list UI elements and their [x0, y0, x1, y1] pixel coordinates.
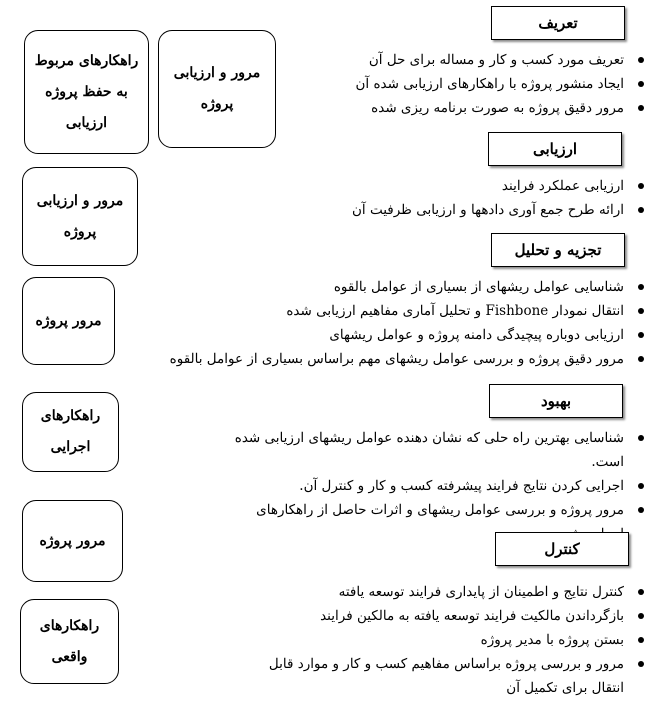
list-item: مرور پروژه و بررسی عوامل ریشهای و اثرات حاصل از راهکارهای: [214, 498, 624, 546]
phase-title-control: کنترل: [495, 532, 629, 566]
bullet-list-define: [356, 48, 625, 120]
list-item: بازگرداندن مالکیت فرایند توسعه یافته به مالکین فرایند: [254, 604, 624, 628]
side-box-review-1: مرور پروژه: [22, 277, 115, 365]
side-box-review-evaluate-1: مرور و ارزیابی پروژه: [158, 30, 276, 148]
list-item: انتقال نمودار Fishbone و تحلیل آماری مفاهیم ارزیابی شده: [170, 299, 624, 323]
list-item: ایجاد منشور پروژه با راهکارهای ارزیابی شده آن: [356, 72, 625, 96]
list-item: ارزیابی دوباره پیچیدگی دامنه پروژه و عوامل ریشهای: [170, 323, 624, 347]
phase-title-improve: بهبود: [489, 384, 623, 418]
list-item: مرور دقیق پروژه و بررسی عوامل ریشهای مهم براساس بسیاری از عوامل بالقوه: [170, 347, 624, 371]
list-item: بستن پروژه با مدیر پروژه: [254, 628, 624, 652]
side-box-real-solutions: راهکارهای واقعی: [20, 599, 119, 684]
list-item: اجرایی کردن نتایج فرایند پیشرفته کسب و کار و کنترل آن.: [214, 474, 624, 498]
list-item: شناسایی عوامل ریشهای از بسیاری از عوامل بالقوه: [170, 275, 624, 299]
side-box-review-2: مرور پروژه: [22, 500, 123, 582]
bullet-list-measure: [352, 174, 624, 222]
phase-title-analyze: تجزیه و تحلیل: [491, 233, 625, 267]
list-item: ارائه طرح جمع آوری دادهها و ارزیابی ظرفیت آن: [352, 198, 624, 222]
side-box-sustain-solutions: راهکارهای مربوط به حفظ پروژه ارزیابی: [24, 30, 149, 154]
list-item: مرور دقیق پروژه به صورت برنامه ریزی شده: [356, 96, 625, 120]
list-item: تعریف مورد کسب و کار و مساله برای حل آن: [356, 48, 625, 72]
bullet-list-analyze: [170, 275, 624, 371]
bullet-list-improve: [214, 426, 624, 546]
list-item: ارزیابی عملکرد فرایند: [352, 174, 624, 198]
bullet-list-control: [254, 580, 624, 700]
phase-title-measure: ارزیابی: [488, 132, 622, 166]
side-box-implementation-solutions: راهکارهای اجرایی: [22, 392, 119, 472]
list-item: شناسایی بهترین راه حلی که نشان دهنده عوامل ریشهای ارزیابی شده است.: [214, 426, 624, 474]
list-item: کنترل نتایج و اطمینان از پایداری فرایند توسعه یافته: [254, 580, 624, 604]
list-item: مرور و بررسی پروژه براساس مفاهیم کسب و کار و موارد قابل انتقال برای تکمیل آن: [254, 652, 624, 700]
side-box-review-evaluate-2: مرور و ارزیابی پروژه: [22, 167, 138, 266]
phase-title-define: تعریف: [491, 6, 625, 40]
